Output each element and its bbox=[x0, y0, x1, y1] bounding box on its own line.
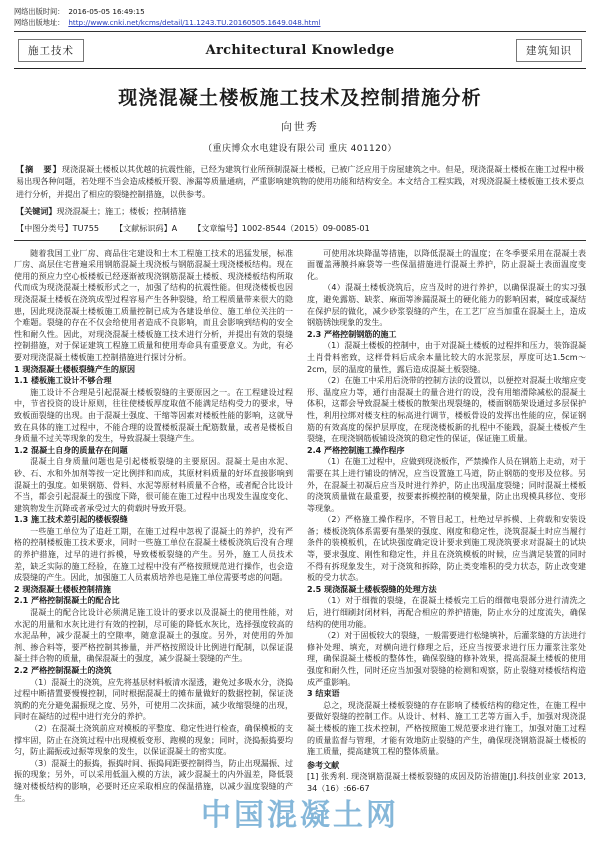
keywords-label: 【关键词】 bbox=[16, 206, 57, 217]
body-paragraph: （1）在施工过程中，应做到现浇板作，严禁操作人员在钢筋上走动，对于需要在其上进行铺设的情况，应当设置施工马道，防止钢筋的变形及位移。另外，在混凝土初凝后应当及时进行养护，防止出现温度裂缝；同时混凝土楼板的浇筑质量做在最重要，按要素拆模控制的模架量，防止出现模具移位、变形等现象。 bbox=[307, 457, 586, 513]
section-heading: 1.1 楼板施工设计不够合理 bbox=[14, 376, 112, 386]
body-paragraph: （2）严格施工操作程序，不管目起工，杜绝过早拆模、上荷载和安装设备；楼板浇筑体系需要有墨架的强度、刚度和稳定性，浇筑混凝土时应当履行条件的装模板机，在试块强度确定设计要求到施工现浇筑要求对混凝土的试块等，要求强度、刚性和稳定性，并且在浇筑模板的时候，应当满足装置的同时不得有拆现象发生，对于浇筑和拆除，防止类变堆积的受力状态，防止改变建板的受力状态。 bbox=[307, 515, 586, 583]
publication-date-label: 网络出版时间： bbox=[14, 7, 65, 16]
references-heading: 参考文献 bbox=[307, 760, 340, 770]
right-column bbox=[307, 248, 586, 795]
running-head-left: 施工技术 bbox=[18, 39, 84, 62]
body-paragraph: 混凝土自身质量问题也是引起楼板裂缝的主要原因。混凝土是由水泥、砂、石、水和外加剂等按一定比例拌和而成，其原材料质量的好坏直接影响到混凝土的强度。如果钢筋、骨料、水泥等原材料质量不合格，或者配合比设计不当，都会引起混凝土的强度下降，很可能在施工过程中出现发生温度变化、建筑物发生沉降或者承受过大的荷载时导致开裂。 bbox=[14, 457, 293, 513]
abstract-block bbox=[16, 163, 584, 200]
author-name: 向世秀 bbox=[281, 121, 319, 133]
publication-date-row bbox=[14, 6, 586, 17]
body-paragraph: 一些施工单位为了追赶工期，在施工过程中忽视了混凝土的养护，没有严格的控制楼板施工技术要求，同时一些施工单位在混凝土楼板浇筑后没有合理的养护措施，过早的进行拆模，导致楼板裂缝的产生。另外，施工人员技术差，缺乏实际的施工经验，在施工过程中没有严格按照规范进行操作，也会造成裂缝的产生。因此，加强施工人员素质培养也是施工单位需要考虑的问题。 bbox=[14, 526, 293, 583]
body-paragraph: 混凝土的配合比设计必须满足施工设计的要求以及混凝土的使用性能，对水泥的用量和水灰比进行有效的控制，尽可能的降低水灰比，选择强度较高的水泥品种，减少混凝土的空隙率，随意混凝土的强度。另外，对使用的外加剂、掺合料等，要严格控制其掺量，并严格按照设计比例进行配制，以保证混凝土拌合物的质量，确保混凝土的强度，减少混凝土裂缝的产生。 bbox=[14, 608, 293, 664]
abstract-label: 【摘 要】 bbox=[16, 164, 62, 174]
publication-date-value: 2016-05-05 16:49:15 bbox=[68, 7, 145, 16]
section-heading: 2.3 严格控制钢筋的施工 bbox=[307, 329, 397, 339]
left-column bbox=[14, 248, 293, 805]
reference-item: [1] 张秀利. 现浇钢筋混凝土楼板裂缝的成因及防治措施[J].科技创业家 2013, 34（16）:66-67 bbox=[307, 772, 586, 793]
section-heading: 2.2 严格控制混凝土的浇筑 bbox=[14, 666, 112, 675]
body-paragraph: 可使用冰块降温等措施，以降低混凝土的温度；在冬季要采用在混凝土表面覆盖薄膜抖麻袋等一些保温措施进行混凝土养护，防止混凝土表面温度变化。 bbox=[307, 248, 586, 281]
running-head bbox=[14, 32, 586, 69]
body-divider bbox=[14, 240, 586, 241]
author-affiliation: （重庆博众水电建设有限公司 重庆 401120） bbox=[203, 144, 397, 154]
document-code: 【文献标识码】A bbox=[115, 222, 178, 233]
publication-address-label: 网络出版地址： bbox=[14, 18, 65, 27]
watermark: 中国混凝土网 bbox=[201, 798, 399, 833]
keywords-block bbox=[16, 205, 584, 217]
section-heading: 1.2 混凝土自身的质量存在问题 bbox=[14, 445, 128, 455]
clc-number: 【中图分类号】TU755 bbox=[16, 222, 99, 233]
section-heading: 2 现浇混凝土楼板控制措施 bbox=[14, 584, 111, 594]
section-heading: 2.4 严格控制施工操作程序 bbox=[307, 445, 405, 455]
keywords-text: 现浇混凝土；施工；楼板；控制措施 bbox=[56, 206, 186, 217]
body-paragraph: 随着我国工业厂房、商品住宅建设和土木工程施工技术的迅猛发展，标准厂房、高层住宅普遍采用钢筋混凝土现浇板与钢筋混凝土现浇楼板结构。现在使用的预应力空心板楼板已经逐渐被现浇钢筋混凝土楼板、现浇楼板结构所取代而成为现浇混凝土楼板形式之一，加强了结构的抗震性能。但现浇楼板也因现浇混凝土楼板在浇筑成型过程容易产生各种裂缝，给工程质量带来很大的隐患，因此现浇混凝土楼板施工质量控制已成为各建设单位、施工单位关注的一个难题。裂缝的存在不仅会给使用者造成不良影响，而且会影响到结构的安全性和耐久性。因此，对现浇混凝土楼板施工技术进行分析，并提出有效的裂缝控制措施，对于保证建筑工程施工质量和使用寿命具有重要意义。为此，有必要对现浇混凝土楼板施工控制措施进行探讨分析。 bbox=[14, 248, 293, 362]
section-heading: 2.5 现浇混凝土楼板裂缝的处理方法 bbox=[307, 584, 437, 594]
body-paragraph: （4）混凝土楼板浇筑后，应当及时的进行养护，以确保混凝土的实习强度，避免露筋、缺浆、麻面等渗漏混凝土的硬化能力的影响因素，碱度或凝结在保护层的做化，减少砂浆裂缝的产生，在工艺厂应当加重在混凝土上，造成钢筋锈蚀现象的发生。 bbox=[307, 283, 586, 328]
body-paragraph: （3）混凝土的振捣，振捣时间、振捣间距要控制得当，防止出现漏振、过振的现象；另外，可以采用低温入模的方法，减少混凝土的内外温差，降低裂缝对楼板结构的影响，必要时还应采取相应的保温措施，以减少温度裂缝的产生。 bbox=[14, 758, 293, 803]
running-head-right: 建筑知识 bbox=[516, 39, 582, 62]
section-heading: 1.3 施工技术差引起的楼板裂缝 bbox=[14, 515, 128, 525]
section-heading: 1 现浇混凝土楼板裂缝产生的原因 bbox=[14, 364, 136, 374]
publication-address-row bbox=[14, 17, 586, 28]
body-paragraph: （2）在施工中采用后浇带的控制方法的设置以，以便控对混凝土收缩应变形、温度应力等，通行由混凝土的量合进行的设，没有用缩滑除减松的混凝土体积，这都会导致混凝土楼板的散架出现裂缝的，楼面钢筋架设通过多层保护性，利用拉绑对楼支柱的标高进行调节，楼板骨设的发挥出性能的应，保证钢筋的有效高度的保护层厚度，在现浇楼板新的扎程中不能践，混凝土楼板产生裂缝，在现浇钢筋板铺设浇筑的稳定性的保证，保证施工质量。 bbox=[307, 376, 586, 444]
journal-title: Architectural Knowledge bbox=[205, 43, 395, 58]
body-paragraph: （1）对于细微的裂缝，在混凝土楼板完工后的细微电裂部分进行清洗之后，进行细刷封闭材料，再配合相应的养护措施，防止水分的过度流失，确保结构的使用功能。 bbox=[307, 596, 586, 629]
body-paragraph: （1）混凝土的浇筑，应先将基层材料板清水湿透，避免过多吸水分，浇捣过程中断措置要慢慢控制，同时根据混凝土的摊布量做好的数据控制，保证浇筑酌的充分避免漏振现之度、另外，可使用二次抹面，减少收缩裂缝的出现，同时在凝结的过程中进行充分的养护。 bbox=[14, 677, 293, 722]
body-paragraph: （2）在混凝土浇筑前应对模板的平整度、稳定性进行检查，确保模板的支撑牢固，防止在浇筑过程中出现模板变形、跑模的现象；同时，浇捣振捣要均匀，防止漏振或过振等现象的发生，以保证混凝土的密实度。 bbox=[14, 723, 293, 757]
publication-address-link[interactable]: http://www.cnki.net/kcms/detail/11.1243.TU.20160505.1649.048.html bbox=[68, 18, 321, 27]
section-heading: 3 结束语 bbox=[307, 689, 340, 699]
page-title: 现浇混凝土楼板施工技术及控制措施分析 bbox=[118, 87, 482, 109]
body-columns bbox=[14, 248, 586, 805]
body-paragraph: 总之，现浇混凝土楼板裂缝的存在影响了楼板结构的稳定性，在施工程中要做好裂缝的控制工作。从设计、材料、施工工艺等方面入手，加强对现浇混凝土楼板的施工技术控制，严格按照施工规范要求进行施工，加强对施工过程的质量监督与管理，才能有效地防止裂缝的产生，确保现浇钢筋混凝土楼板的施工质量，提高建筑工程的整体质量。 bbox=[307, 700, 586, 757]
article-id: 【文章编号】1002-8544（2015）09-0085-01 bbox=[193, 222, 370, 233]
body-paragraph: 施工设计不合理是引起混凝土楼板裂缝的主要原因之一。在工程建设过程中，节省投资的设计原则，往往使楼板厚度取值不能满足结构受力的要求，导致板面裂缝的出现。由于混凝土强度、干缩等因素对楼板性能的影响，这就导致在具体的施工过程中，不能合理的设置楼板混凝土配筋数量，或者是楼板自身质量不过关等现象的发生，导致混凝土裂缝产生。 bbox=[14, 387, 293, 444]
abstract-text: 现浇混凝土楼板以其优越的抗震性能，已经为建筑行业所预制混凝土楼板，已被广泛应用于房屋建筑之中。但是，现浇混凝土楼板在施工过程中极易出现各种问题，若处理不当会造成楼板开裂、渗漏等质量通病，严重影响建筑物的使用功能和结构安全。本文结合工程实践，对现浇混凝土楼板施工技术要点进行分析，并提出了相应的裂缝控制措施，以供参考。 bbox=[16, 164, 584, 199]
body-paragraph: （2）对于固板较大的裂缝，一般需要进行松缝填补，后灌浆缝的方法进行修补处理、填充，对横向进行修理之后，还应当按要求进行压力灌浆注浆处理，确保混凝土楼板的整体性，确保裂缝的修补效果，提高混凝土楼板的使用强度和耐久性，同时还应当加强对裂缝的检测和观察，防止裂缝对楼板结构造成严重影响。 bbox=[307, 631, 586, 687]
body-paragraph: （1）混凝土楼板的控制中，由于对混凝土楼板的过程拌和压力，装饰混凝土肖骨料密致，这样骨料后成余本量比较大的水泥浆层，厚度可达1.5cm～2cm，层的温度的量性，露后造成混凝土板裂缝。 bbox=[307, 341, 586, 374]
cnki-publication-header bbox=[14, 6, 586, 28]
article-metadata bbox=[16, 223, 584, 234]
section-heading: 2.1 严格控制混凝土的配合比 bbox=[14, 596, 120, 606]
